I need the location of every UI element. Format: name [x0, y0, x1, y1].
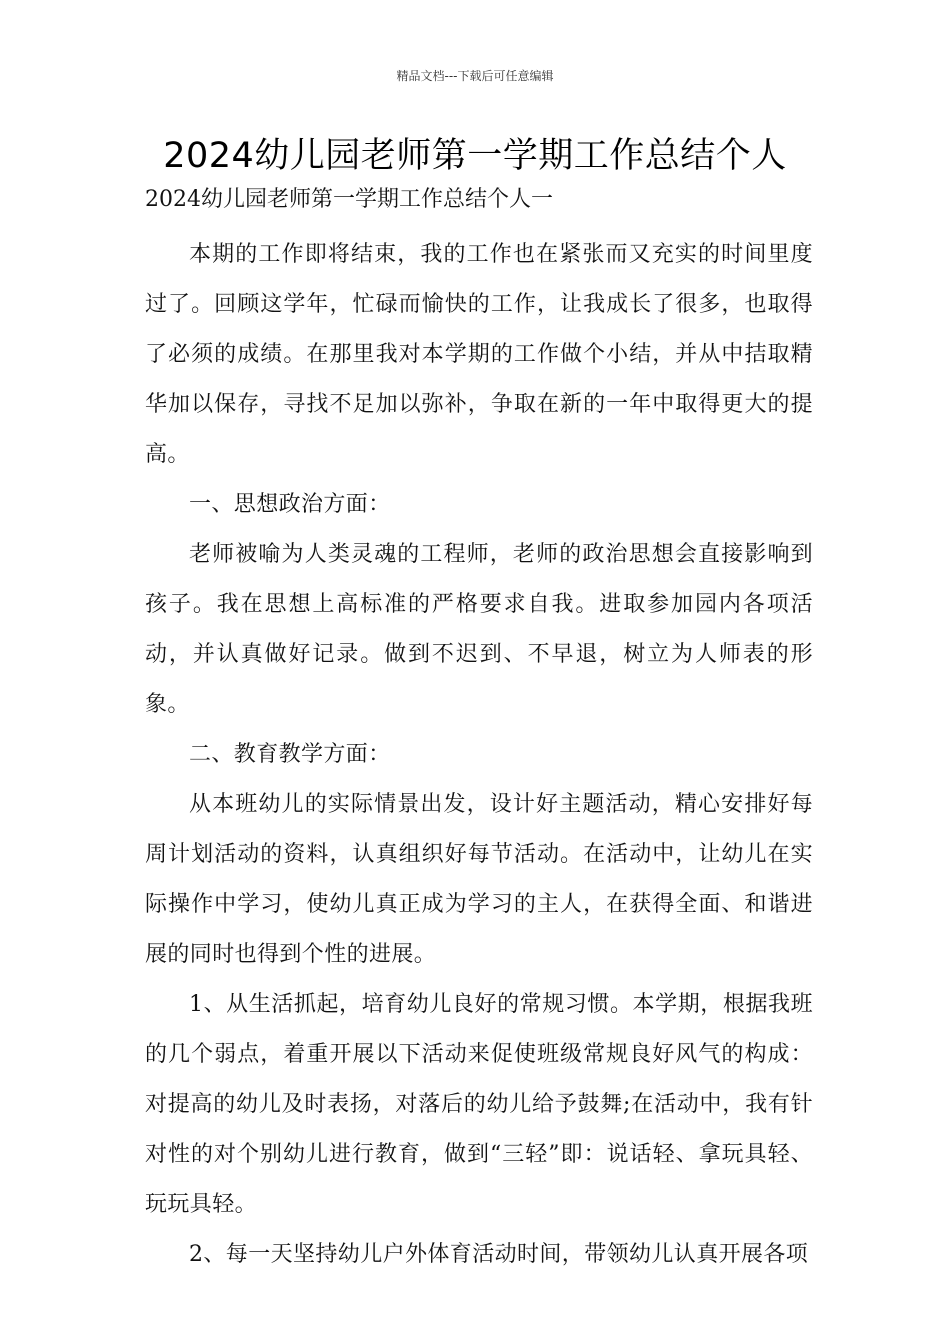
document-title: 2024幼儿园老师第一学期工作总结个人	[163, 136, 787, 176]
document-subtitle: 2024幼儿园老师第一学期工作总结个人一	[145, 187, 553, 212]
section-heading-politics: 一、思想政治方面：	[189, 492, 391, 517]
paragraph-teaching: 从本班幼儿的实际情景出发，设计好主题活动，精心安排好每周计划活动的资料，认真组织好每节活动。在活动中，让幼儿在实际操作中学习，使幼儿真正成为学习的主人，在获得全面、和谐进展的同时也得到个性的进展。	[145, 792, 813, 967]
document-body	[145, 230, 813, 1280]
paragraph-intro: 本期的工作即将结束，我的工作也在紧张而又充实的时间里度过了。回顾这学年，忙碌而愉快的工作，让我成长了很多，也取得了必须的成绩。在那里我对本学期的工作做个小结，并从中拮取精华加以保存，寻找不足加以弥补，争取在新的一年中取得更大的提高。	[145, 242, 813, 467]
header-note: 精品文档---下载后可任意编辑	[396, 69, 554, 83]
paragraph-item-2: 2、每一天坚持幼儿户外体育活动时间，带领幼儿认真开展各项	[189, 1242, 809, 1267]
paragraph-item-1: 1、从生活抓起，培育幼儿良好的常规习惯。本学期，根据我班的几个弱点，着重开展以下活动来促使班级常规良好风气的构成：对提高的幼儿及时表扬，对落后的幼儿给予鼓舞;在活动中，我有针对性的对个别幼儿进行教育，做到“三轻”即：说话轻、拿玩具轻、玩玩具轻。	[145, 992, 813, 1217]
section-heading-teaching: 二、教育教学方面：	[189, 742, 391, 767]
paragraph-politics: 老师被喻为人类灵魂的工程师，老师的政治思想会直接影响到孩子。我在思想上高标准的严格要求自我。进取参加园内各项活动，并认真做好记录。做到不迟到、不早退，树立为人师表的形象。	[145, 542, 813, 717]
